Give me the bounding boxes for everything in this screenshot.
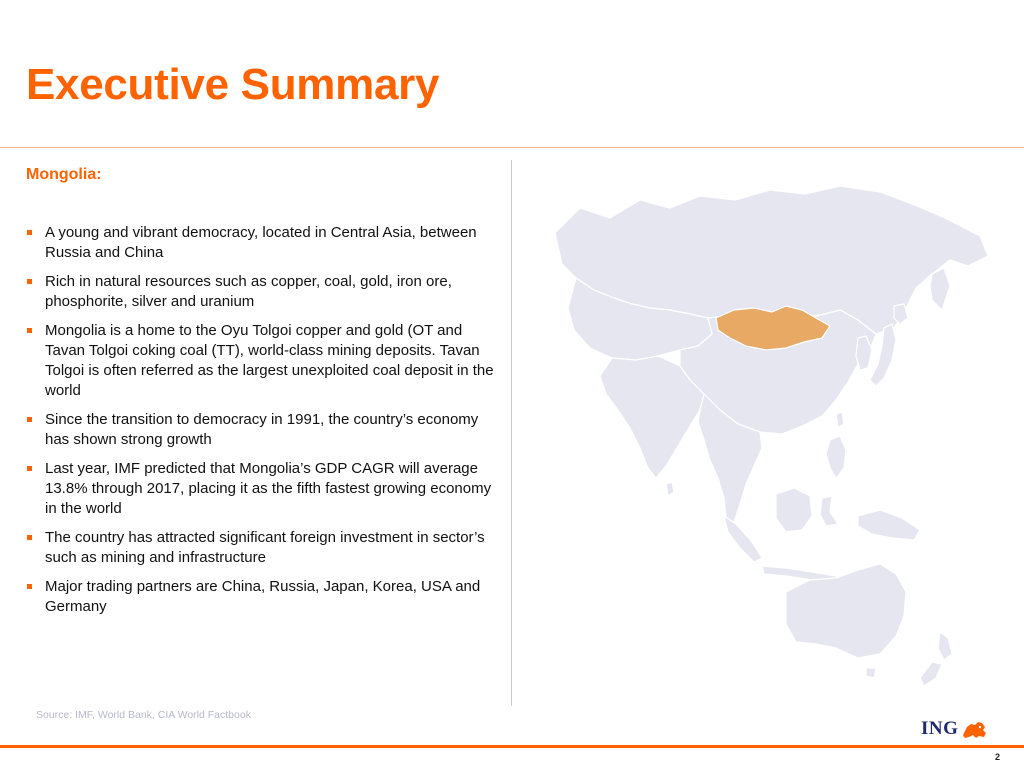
lion-icon [961, 719, 989, 739]
footer-rule [0, 745, 1024, 748]
bullet-item [26, 223, 496, 263]
asia-map [540, 178, 1000, 698]
column-divider [511, 160, 512, 706]
page-number: 2 [994, 752, 1000, 762]
bullet-item [26, 459, 496, 519]
section-heading: Mongolia: [26, 166, 102, 183]
map-land [555, 186, 988, 686]
bullet-square-icon [27, 466, 32, 471]
borneo-region [776, 488, 812, 532]
tasmania-region [866, 668, 876, 678]
sumatra-region [724, 516, 762, 562]
bullet-square-icon [27, 535, 32, 540]
taiwan-region [836, 412, 844, 428]
logo-wordmark: ING [921, 718, 959, 739]
bullet-square-icon [27, 279, 32, 284]
bullet-square-icon [27, 584, 32, 589]
bullet-text: Last year, IMF predicted that Mongolia’s GDP CAGR will average 13.8% through 2017, placing it as the fifth fastest growing economy in the world [45, 460, 492, 517]
slide-title: Executive Summary [26, 60, 440, 109]
new-zealand-south-region [920, 662, 942, 686]
bullet-text: Mongolia is a home to the Oyu Tolgoi copper and gold (OT and Tavan Tolgoi coking coal (TT), world-class mining deposits. Tavan Tolgoi is often referred as the largest unexploited coal deposit in the world [45, 322, 494, 399]
kamchatka-region [930, 268, 950, 310]
sulawesi-region [820, 496, 838, 526]
bullet-text: Rich in natural resources such as copper, coal, gold, iron ore, phosphorite, silver and uranium [45, 273, 452, 310]
bullet-square-icon [27, 328, 32, 333]
philippines-region [826, 436, 846, 478]
bullet-item [26, 410, 496, 450]
bullet-item [26, 528, 496, 568]
bullet-item [26, 272, 496, 312]
bullet-item [26, 321, 496, 401]
sri-lanka-region [666, 482, 674, 496]
bullet-list [26, 223, 496, 626]
title-divider [0, 147, 1024, 148]
new-guinea-region [858, 510, 920, 540]
bullet-text: Major trading partners are China, Russia, Japan, Korea, USA and Germany [45, 578, 481, 615]
bullet-item [26, 577, 496, 617]
bullet-text: A young and vibrant democracy, located in Central Asia, between Russia and China [45, 224, 477, 261]
bullet-square-icon [27, 230, 32, 235]
bullet-text: Since the transition to democracy in 1991, the country’s economy has shown strong growth [45, 411, 479, 448]
new-zealand-north-region [938, 632, 952, 660]
bullet-text: The country has attracted significant foreign investment in sector’s such as mining and infrastructure [45, 529, 485, 566]
bullet-square-icon [27, 417, 32, 422]
source-note: Source: IMF, World Bank, CIA World Factbook [36, 709, 251, 721]
ing-logo [921, 718, 989, 740]
